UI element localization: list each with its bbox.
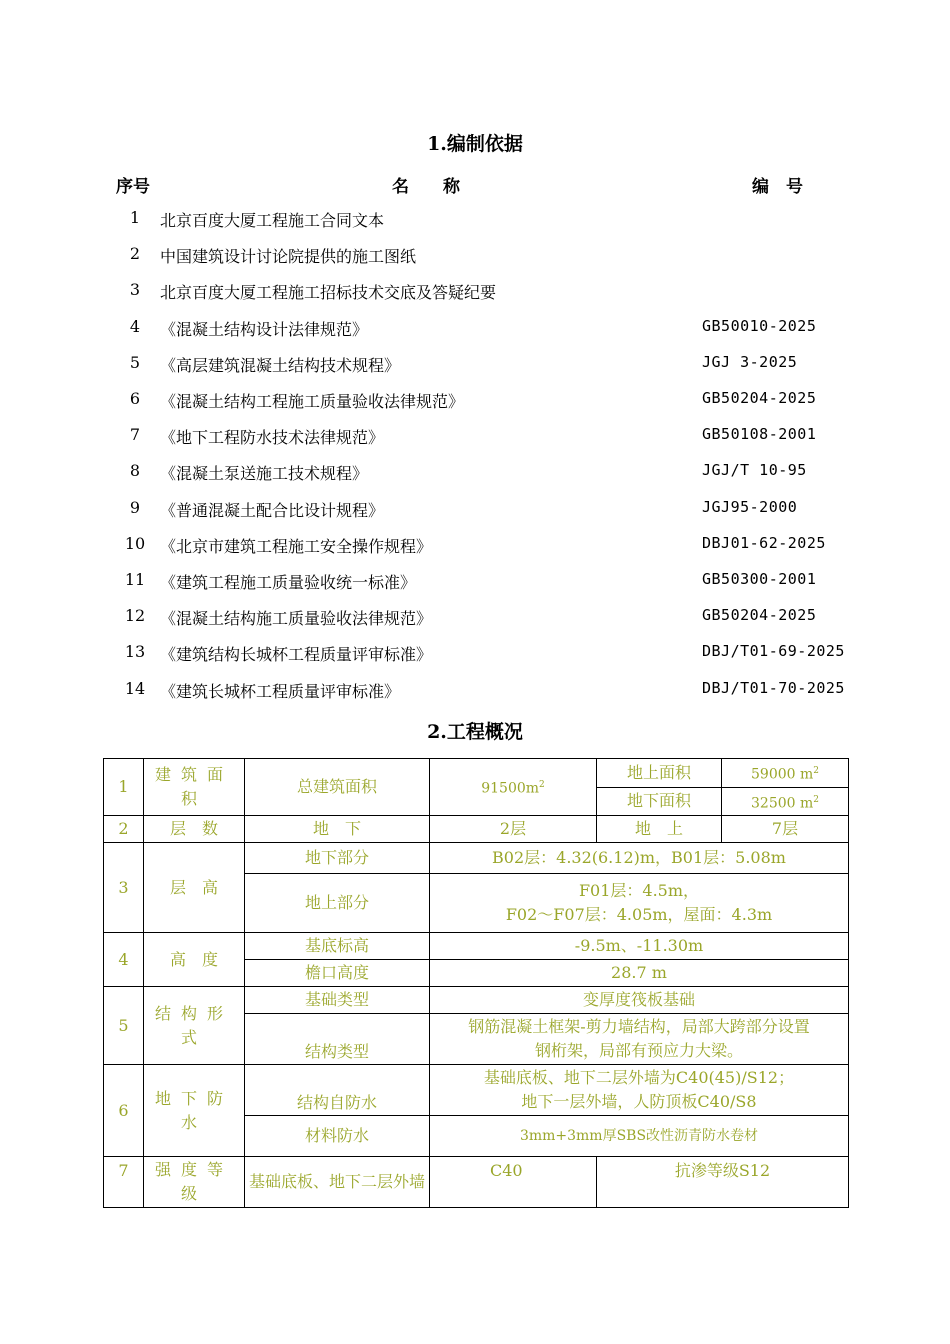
reference-row — [0, 461, 950, 497]
row1-total: $91500m^2$ — [430, 759, 597, 816]
reference-name: 北京百度大厦工程施工合同文本 — [160, 211, 385, 230]
row6-material-label: 材料防水 — [245, 1116, 430, 1157]
row3-category: 层 高 — [144, 843, 245, 933]
row2-above-value: 7层 — [722, 816, 849, 843]
reference-row — [0, 353, 950, 389]
row3-over-value: F01层：4.5m， F02～F07层：4.05m，屋面：4.3m — [430, 874, 849, 933]
reference-num: 3 — [129, 280, 141, 300]
row5-structure-value: 钢筋混凝土框架-剪力墙结构，局部大跨部分设置 钢桁架，局部有预应力大梁。 — [430, 1014, 849, 1065]
reference-num: 9 — [129, 497, 141, 517]
row7-category: 强度等级 — [144, 1157, 245, 1208]
row7-grade: C40 — [430, 1157, 597, 1208]
row6-category: 地下防水 — [144, 1065, 245, 1157]
reference-num: 2 — [129, 244, 141, 264]
reference-name: 中国建筑设计讨论院提供的施工图纸 — [160, 247, 417, 267]
row5-num: 5 — [104, 987, 144, 1065]
reference-row — [0, 498, 950, 534]
row4-eave-label: 檐口高度 — [245, 960, 430, 987]
row2-above-label: 地 上 — [597, 816, 722, 843]
reference-name: 《混凝土结构工程施工质量验收法律规范》 — [160, 392, 465, 411]
reference-row — [0, 317, 950, 353]
row4-base-value: -9.5m、-11.30m — [430, 933, 849, 960]
row2-num: 2 — [104, 816, 144, 843]
reference-name: 《混凝土结构设计法律规范》 — [160, 319, 369, 339]
reference-code: GB50204-2025 — [702, 389, 817, 407]
reference-row — [0, 389, 950, 425]
reference-row — [0, 679, 950, 715]
reference-num: 11 — [124, 570, 146, 589]
row1-above-value: 59000 $m^2$ — [722, 759, 849, 788]
reference-num: 1 — [129, 208, 141, 227]
row7-label: 基础底板、地下二层外墙 — [245, 1157, 430, 1208]
reference-code: JGJ 3-2025 — [702, 352, 798, 371]
reference-code: DBJ/T01-69-2025 — [702, 642, 845, 661]
reference-num: 7 — [129, 425, 141, 445]
reference-num: 8 — [129, 461, 141, 481]
reference-num: 4 — [129, 316, 141, 336]
row1-above-label: 地上面积 — [597, 759, 722, 788]
reference-num: 6 — [129, 389, 141, 408]
reference-name: 《混凝土泵送施工技术规程》 — [160, 464, 369, 484]
header-name: 名 称 — [392, 177, 460, 197]
row4-num: 4 — [104, 933, 144, 987]
reference-code: DBJ/T01-70-2025 — [702, 678, 845, 697]
row2-below-value: 2层 — [430, 816, 597, 843]
row1-label: 总建筑面积 — [245, 759, 430, 816]
row3-under-label: 地下部分 — [245, 843, 430, 874]
reference-code: JGJ/T 10-95 — [702, 461, 807, 480]
reference-name: 《地下工程防水技术法律规范》 — [160, 428, 385, 448]
row5-structure-label: 结构类型 — [245, 1014, 430, 1065]
section1-title: 1.编制依据 — [427, 133, 523, 155]
reference-code: GB50204-2025 — [702, 606, 817, 625]
row1-num: 1 — [104, 759, 144, 816]
reference-row — [0, 606, 950, 642]
row4-base-label: 基底标高 — [245, 933, 430, 960]
row1-below-label: 地下面积 — [597, 787, 722, 816]
reference-code: GB50300-2001 — [702, 570, 817, 588]
reference-name: 《混凝土结构施工质量验收法律规范》 — [160, 609, 433, 629]
reference-row — [0, 244, 950, 280]
row7-seepage: 抗渗等级S12 — [597, 1157, 849, 1208]
reference-row — [0, 534, 950, 570]
row7-num: 7 — [104, 1157, 144, 1208]
reference-code: JGJ95-2000 — [702, 497, 798, 516]
row1-category: 建筑面积 — [144, 759, 245, 816]
reference-name: 《建筑结构长城杯工程质量评审标准》 — [160, 645, 433, 665]
row1-below-value: 32500 $m^2$ — [722, 787, 849, 816]
reference-num: 5 — [129, 352, 141, 372]
row3-over-label: 地上部分 — [245, 874, 430, 933]
row4-category: 高 度 — [144, 933, 245, 987]
header-code: 编 号 — [752, 177, 803, 197]
header-num: 序号 — [116, 177, 150, 197]
reference-num: 14 — [124, 678, 146, 698]
reference-row — [0, 570, 950, 606]
row6-num: 6 — [104, 1065, 144, 1157]
row6-self-value: 基础底板、地下二层外墙为C40(45)/S12； 地下一层外墙，人防顶板C40/S8 — [430, 1065, 849, 1116]
row5-foundation-label: 基础类型 — [245, 987, 430, 1014]
row2-below-label: 地 下 — [245, 816, 430, 843]
reference-num: 10 — [124, 533, 146, 553]
reference-code: GB50010-2025 — [702, 316, 817, 335]
reference-name: 北京百度大厦工程施工招标技术交底及答疑纪要 — [160, 283, 497, 303]
row6-self-label: 结构自防水 — [245, 1065, 430, 1116]
row6-material-value: 3mm+3mm厚SBS改性沥青防水卷材 — [430, 1116, 849, 1157]
row4-eave-value: 28.7 m — [430, 960, 849, 987]
reference-code: DBJ01-62-2025 — [702, 533, 826, 552]
row5-foundation-value: 变厚度筏板基础 — [430, 987, 849, 1014]
reference-row — [0, 280, 950, 316]
reference-name: 《建筑工程施工质量验收统一标准》 — [160, 573, 417, 592]
reference-row — [0, 642, 950, 678]
reference-code: GB50108-2001 — [702, 425, 817, 444]
section2-title: 2.工程概况 — [427, 721, 523, 743]
row5-category: 结构形式 — [144, 987, 245, 1065]
reference-name: 《建筑长城杯工程质量评审标准》 — [160, 681, 401, 701]
reference-row — [0, 425, 950, 461]
reference-num: 13 — [124, 642, 146, 662]
reference-name: 《普通混凝土配合比设计规程》 — [160, 500, 385, 520]
row3-num: 3 — [104, 843, 144, 933]
row2-category: 层 数 — [144, 816, 245, 843]
reference-name: 《高层建筑混凝土结构技术规程》 — [160, 355, 401, 375]
overview-table — [103, 758, 849, 1208]
reference-row — [0, 208, 950, 244]
reference-num: 12 — [124, 606, 146, 626]
row3-under-value: B02层：4.32(6.12)m，B01层：5.08m — [430, 843, 849, 874]
reference-name: 《北京市建筑工程施工安全操作规程》 — [160, 536, 433, 556]
